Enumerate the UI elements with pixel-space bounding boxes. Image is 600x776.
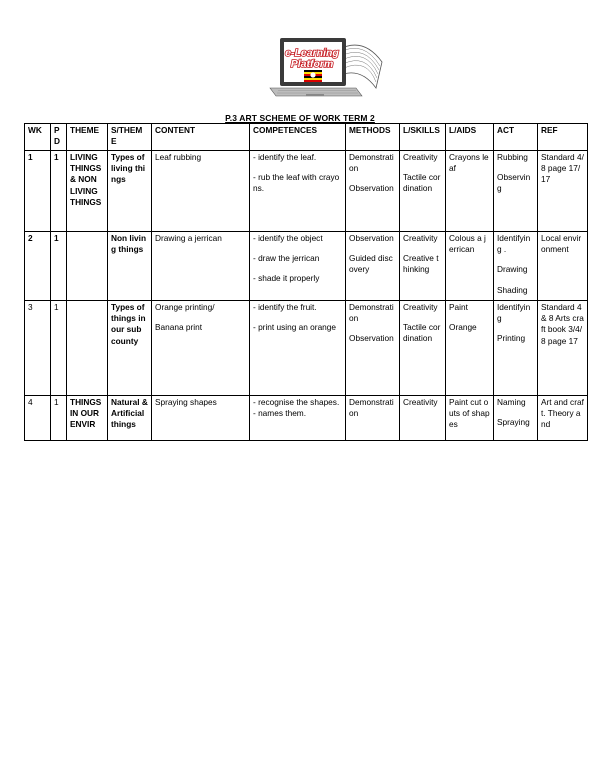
- header-subtheme: S/THEM E: [108, 124, 152, 151]
- cell-lskills: [400, 301, 446, 396]
- skill-item: Tactile cordination: [403, 172, 441, 194]
- method-item: Demonstration: [349, 397, 394, 419]
- table-header-row: [25, 124, 588, 151]
- cell-content: Drawing a jerrican: [152, 232, 250, 301]
- competence-item: - names them.: [253, 408, 307, 419]
- cell-methods: [346, 301, 400, 396]
- cell-act: [494, 151, 538, 232]
- cell-competences: [250, 232, 346, 301]
- method-item: Observation: [349, 233, 394, 243]
- competence-item: - rub the leaf with crayons.: [253, 172, 340, 194]
- aid-item: Colous a jerrican: [449, 233, 486, 255]
- logo-text-line1: e-Learning: [285, 47, 339, 59]
- header-ref: REF: [538, 124, 588, 151]
- cell-lskills: [400, 396, 446, 441]
- document-title: P.3 ART SCHEME OF WORK TERM 2: [225, 113, 375, 123]
- cell-theme: THINGS IN OUR ENVIR: [67, 396, 108, 441]
- aid-item: Paint cut outs of shapes: [449, 397, 490, 430]
- cell-subtheme: Types of things in our sub county: [108, 301, 152, 396]
- cell-wk: 2: [25, 232, 51, 301]
- header-methods: METHODS: [346, 124, 400, 151]
- logo-text-line2: Platform: [290, 58, 334, 70]
- competence-item: - identify the fruit.: [253, 302, 317, 312]
- competence-item: - print using an orange: [253, 322, 337, 333]
- competence-item: - draw the jerrican: [253, 253, 320, 264]
- act-item: Shading: [497, 284, 528, 295]
- cell-content: [152, 301, 250, 396]
- cell-methods: [346, 396, 400, 441]
- header-competences: COMPETENCES: [250, 124, 346, 151]
- act-item: Observing: [497, 172, 531, 194]
- cell-wk: 3: [25, 301, 51, 396]
- header-laids: L/AIDS: [446, 124, 494, 151]
- cell-methods: [346, 151, 400, 232]
- cell-wk: 1: [25, 151, 51, 232]
- cell-theme: [67, 232, 108, 301]
- header-theme: THEME: [67, 124, 108, 151]
- cell-competences: [250, 396, 346, 441]
- cell-pd: 1: [51, 301, 67, 396]
- table-row: [25, 396, 588, 441]
- cell-competences: [250, 151, 346, 232]
- method-item: Observation: [349, 333, 394, 344]
- cell-subtheme: Non living things: [108, 232, 152, 301]
- skill-item: Creativity: [403, 233, 438, 243]
- cell-act: [494, 232, 538, 301]
- cell-methods: [346, 232, 400, 301]
- table-row: [25, 301, 588, 396]
- header-act: ACT: [494, 124, 538, 151]
- competence-item: - identify the object: [253, 233, 323, 243]
- header-content: CONTENT: [152, 124, 250, 151]
- table-row: [25, 232, 588, 301]
- skill-item: Creativity: [403, 152, 438, 162]
- cell-ref: Local environment: [538, 232, 588, 301]
- cell-ref: Standard 4 & 8 Arts craft book 3/4/8 page 17: [538, 301, 588, 396]
- act-item: Rubbing: [497, 152, 528, 162]
- cell-pd: 1: [51, 232, 67, 301]
- act-item: Printing: [497, 333, 526, 344]
- skill-item: Tactile cordination: [403, 322, 441, 344]
- cell-laids: [446, 232, 494, 301]
- aid-item: Paint: [449, 302, 468, 312]
- skill-item: Creativity: [403, 302, 438, 312]
- cell-laids: [446, 301, 494, 396]
- cell-subtheme: Types of living things: [108, 151, 152, 232]
- cell-pd: 1: [51, 396, 67, 441]
- uganda-flag-icon: [304, 70, 322, 82]
- cell-subtheme: Natural & Artificial things: [108, 396, 152, 441]
- aid-item: Crayons leaf: [449, 152, 489, 174]
- cell-laids: [446, 151, 494, 232]
- method-item: Observation: [349, 183, 394, 194]
- act-item: Naming: [497, 397, 526, 407]
- table-row: [25, 151, 588, 232]
- e-learning-platform-logo: [268, 32, 388, 110]
- cell-laids: [446, 396, 494, 441]
- act-item: Drawing: [497, 264, 528, 275]
- cell-competences: [250, 301, 346, 396]
- cell-ref: Standard 4/8 page 17/17: [538, 151, 588, 232]
- content-item: Banana print: [155, 322, 203, 333]
- act-item: Identifying .: [497, 233, 531, 255]
- act-item: Spraying: [497, 417, 530, 428]
- method-item: Guided discovery: [349, 253, 393, 275]
- cell-lskills: [400, 232, 446, 301]
- cell-content: Spraying shapes: [152, 396, 250, 441]
- header-pd: P D: [51, 124, 67, 151]
- cell-theme: [67, 301, 108, 396]
- cell-ref: Art and craft. Theory and: [538, 396, 588, 441]
- cell-lskills: [400, 151, 446, 232]
- cell-theme: LIVING THINGS & NON LIVING THINGS: [67, 151, 108, 232]
- method-item: Demonstration: [349, 302, 394, 324]
- cell-pd: 1: [51, 151, 67, 232]
- competence-item: - recognise the shapes.: [253, 397, 340, 407]
- cell-act: [494, 301, 538, 396]
- aid-item: Orange: [449, 322, 477, 333]
- cell-wk: 4: [25, 396, 51, 441]
- skill-item: Creativity: [403, 397, 438, 407]
- scheme-of-work-table: [24, 123, 588, 441]
- competence-item: - identify the leaf.: [253, 152, 317, 162]
- header-lskills: L/SKILLS: [400, 124, 446, 151]
- skill-item: Creative thinking: [403, 253, 439, 275]
- cell-content: Leaf rubbing: [152, 151, 250, 232]
- competence-item: - shade it properly: [253, 273, 320, 284]
- content-item: Orange printing/: [155, 302, 215, 312]
- header-wk: WK: [25, 124, 51, 151]
- method-item: Demonstration: [349, 152, 394, 174]
- cell-act: [494, 396, 538, 441]
- act-item: Identifying: [497, 302, 531, 324]
